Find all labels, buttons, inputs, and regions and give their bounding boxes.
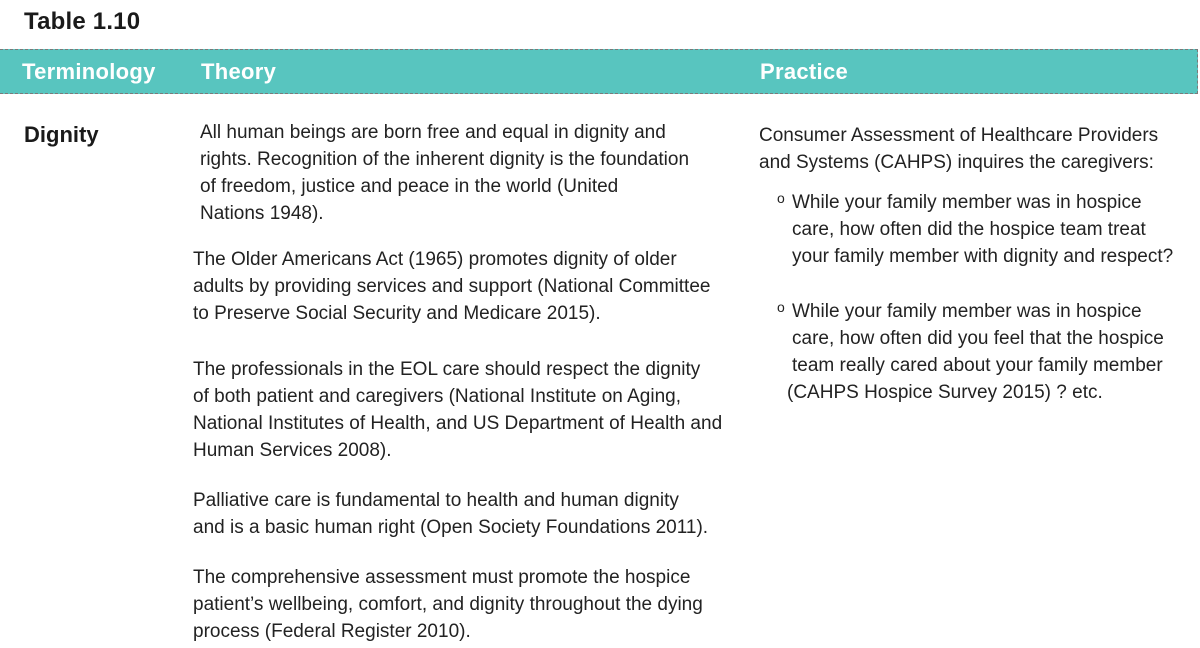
practice-bullet-line: care, how often did the hospice team treat (792, 219, 1146, 240)
theory-line: of both patient and caregivers (National Institute on Aging, (193, 386, 681, 407)
theory-line: Human Services 2008). (193, 440, 392, 461)
theory-line: of freedom, justice and peace in the world (United (200, 176, 619, 197)
theory-line: rights. Recognition of the inherent dignity is the foundation (200, 149, 690, 170)
term-cell: Dignity (24, 122, 99, 147)
theory-paragraph (193, 564, 703, 645)
practice-bullet-line: (CAHPS Hospice Survey 2015) ? etc. (787, 382, 1103, 403)
practice-bullet (777, 298, 1164, 406)
theory-paragraph (193, 356, 722, 464)
bullet-marker: o (777, 299, 785, 315)
practice-bullet-line: your family member with dignity and respect? (792, 246, 1174, 267)
header-theory: Theory (201, 59, 277, 84)
practice-line: and Systems (CAHPS) inquires the caregivers: (759, 152, 1154, 173)
theory-line: Nations 1948). (200, 203, 324, 224)
theory-line: to Preserve Social Security and Medicare 2015). (193, 303, 601, 324)
header-terminology: Terminology (22, 59, 156, 84)
theory-line: All human beings are born free and equal in dignity and (200, 122, 666, 143)
practice-line: Consumer Assessment of Healthcare Providers (759, 125, 1159, 146)
practice-bullet (777, 189, 1173, 270)
theory-line: adults by providing services and support (National Committee (193, 276, 711, 297)
practice-intro (759, 122, 1158, 176)
theory-paragraph (193, 246, 710, 327)
theory-line: patient’s wellbeing, comfort, and dignity throughout the dying (193, 594, 703, 615)
practice-bullet-line: team really cared about your family member (792, 355, 1163, 376)
bullet-marker: o (777, 190, 785, 206)
practice-bullet-line: While your family member was in hospice (792, 301, 1142, 322)
theory-line: and is a basic human right (Open Society Foundations 2011). (193, 517, 709, 538)
theory-line: The professionals in the EOL care should respect the dignity (193, 359, 701, 380)
table-caption: Table 1.10 (24, 8, 141, 35)
theory-line: The Older Americans Act (1965) promotes dignity of older (193, 249, 677, 270)
theory-line: National Institutes of Health, and US Department of Health and (193, 413, 723, 434)
theory-line: The comprehensive assessment must promote the hospice (193, 567, 691, 588)
theory-paragraph (200, 119, 689, 227)
practice-bullet-line: While your family member was in hospice (792, 192, 1142, 213)
theory-line: process (Federal Register 2010). (193, 621, 471, 642)
header-practice: Practice (760, 59, 849, 84)
theory-paragraph (193, 487, 708, 541)
practice-bullet-line: care, how often did you feel that the hospice (792, 328, 1164, 349)
table-header-row (0, 49, 1198, 94)
theory-line: Palliative care is fundamental to health and human dignity (193, 490, 679, 511)
